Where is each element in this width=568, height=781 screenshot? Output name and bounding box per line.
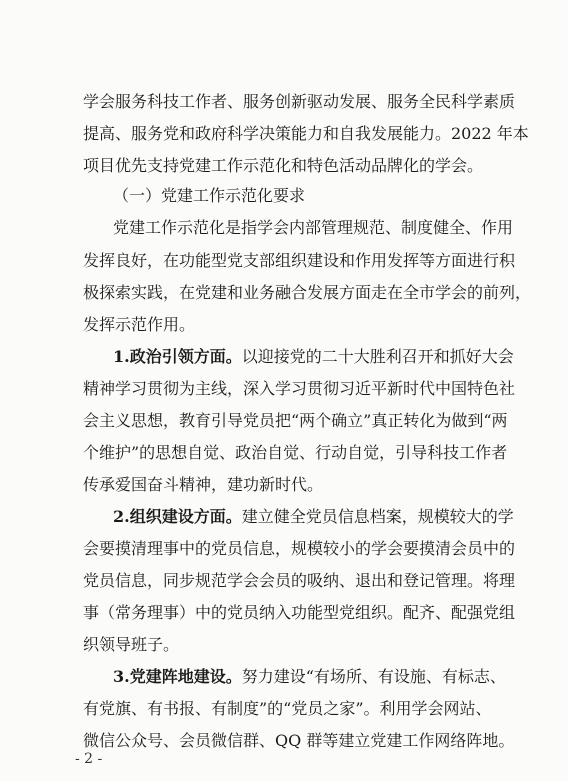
page-number: - 2 - <box>75 751 103 767</box>
text-line: 有党旗、有书报、有制度”的“党员之家”。利用学会网站、 <box>83 699 492 718</box>
text-line: 以迎接党的二十大胜利召开和抓好大会 <box>241 347 514 366</box>
text-line: 学会服务科技工作者、服务创新驱动发展、服务全民科学素质 <box>83 92 516 111</box>
text-line: 织领导班子。 <box>83 635 180 654</box>
text-line: 极探索实践，在党建和业务融合发展方面走在全市学会的前列， <box>83 283 532 302</box>
text-line: 会要摸清理事中的党员信息，规模较小的学会要摸清会员中的 <box>83 539 516 558</box>
text-line: 传承爱国奋斗精神，建功新时代。 <box>83 475 324 494</box>
text-line: 微信公众号、会员微信群、QQ 群等建立党建工作网络阵地。 <box>83 731 515 750</box>
subsection-line <box>113 347 514 367</box>
text-line: 提高、服务党和政府科学决策能力和自我发展能力。2022 年本 <box>83 124 529 143</box>
subsection-heading: 3.党建阵地建设。 <box>113 667 242 686</box>
text-line: 党员信息，同步规范学会会员的吸纳、退出和登记管理。将理 <box>83 571 516 590</box>
text-line: 会主义思想，教育引导党员把“两个确立”真正转化为做到“两 <box>83 411 508 430</box>
text-line: 精神学习贯彻为主线，深入学习贯彻习近平新时代中国特色社 <box>83 379 516 398</box>
subsection-line <box>113 667 506 687</box>
text-line: 党建工作示范化是指学会内部管理规范、制度健全、作用 <box>113 218 514 237</box>
subsection-heading: 1.政治引领方面。 <box>113 347 242 366</box>
text-line: 建立健全党员信息档案，规模较大的学 <box>241 507 514 526</box>
subsection-line <box>113 507 514 527</box>
subsection-heading: 2.组织建设方面。 <box>113 507 242 526</box>
text-line: 发挥良好，在功能型党支部组织建设和作用发挥等方面进行积 <box>83 251 516 270</box>
section-heading: （一）党建工作示范化要求 <box>113 186 306 205</box>
text-line: 项目优先支持党建工作示范化和特色活动品牌化的学会。 <box>83 156 484 175</box>
text-line: 努力建设“有场所、有设施、有标志、 <box>241 667 506 686</box>
text-line: 事（常务理事）中的党员纳入功能型党组织。配齐、配强党组 <box>83 603 516 622</box>
text-line: 发挥示范作用。 <box>83 315 196 334</box>
text-line: 个维护”的思想自觉、政治自觉、行动自觉，引导科技工作者 <box>83 443 508 462</box>
